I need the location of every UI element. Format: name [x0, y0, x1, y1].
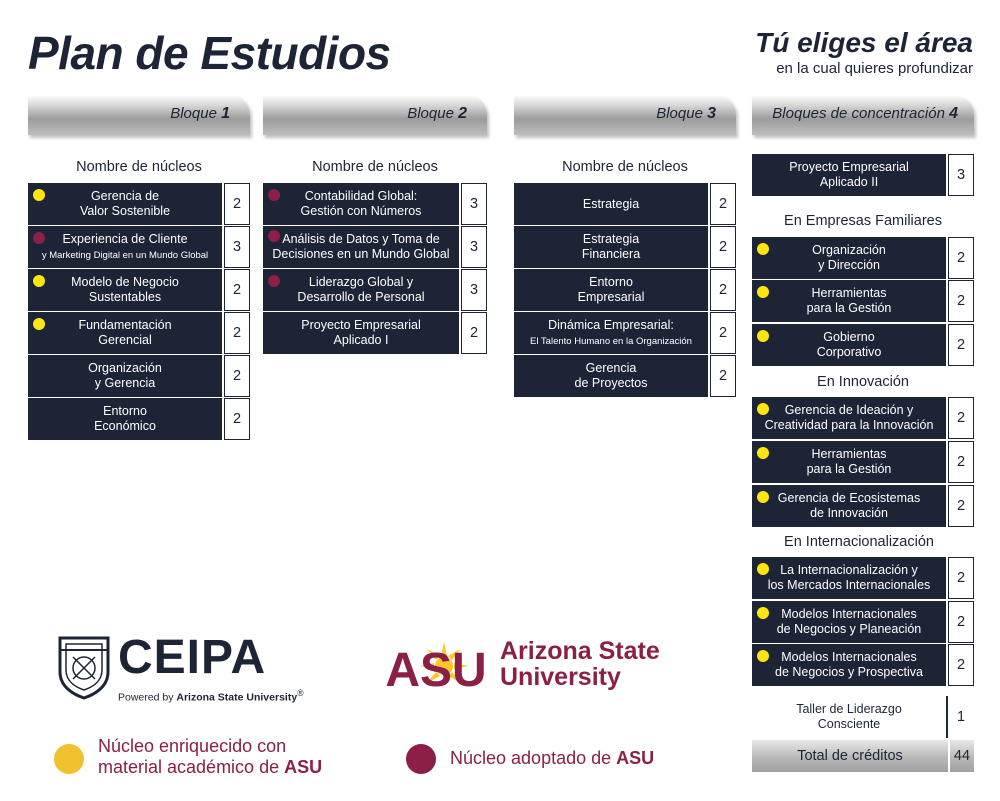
block-1-prefix: Bloque — [170, 105, 217, 122]
row-name-line2: Financiera — [581, 247, 641, 261]
table-row — [28, 398, 250, 440]
row-credits: 3 — [948, 154, 974, 196]
row-credits: 2 — [224, 398, 250, 440]
workshop-name-line2: Consciente — [817, 717, 881, 731]
total-credits-row — [752, 740, 974, 772]
row-credits: 2 — [224, 183, 250, 225]
table-row — [28, 355, 250, 397]
row-credits: 2 — [710, 226, 736, 268]
legend-enriched-asu: ASU — [284, 757, 323, 777]
enriched-marker-icon — [33, 275, 45, 287]
row-name-line2: los Mercados Internacionales — [767, 578, 931, 592]
row-name: Liderazgo Global y — [308, 275, 414, 289]
row-name-line2: y Marketing Digital en un Mundo Global — [41, 249, 209, 261]
ceipa-powered-prefix: Powered by — [118, 691, 174, 704]
asu-mark-text: ASU — [385, 644, 487, 692]
row-name: Gerencia de — [90, 189, 160, 203]
enriched-marker-icon — [757, 243, 769, 255]
row-name-line2: Desarrollo de Personal — [297, 290, 425, 304]
row-credits: 2 — [710, 269, 736, 311]
enriched-marker-icon — [757, 403, 769, 415]
row-name: Entorno — [103, 404, 147, 418]
row-name-line2: Empresarial — [577, 290, 645, 304]
row-name-line2: de Negocios y Planeación — [776, 622, 922, 636]
group-title-internacionalizacion: En Internacionalización — [784, 534, 934, 550]
row-credits: 2 — [224, 355, 250, 397]
table-row — [263, 312, 487, 354]
legend-adopted-text — [450, 748, 654, 769]
row-name-line2: para la Gestión — [806, 462, 892, 476]
block-3-number: 3 — [707, 105, 716, 122]
row-credits: 2 — [948, 601, 974, 643]
row-credits: 2 — [948, 237, 974, 279]
row-credits: 3 — [461, 269, 487, 311]
row-credits: 2 — [948, 397, 974, 439]
table-row — [514, 312, 736, 354]
tagline — [755, 26, 973, 78]
row-name-line2: de Proyectos — [574, 376, 648, 390]
block-4-prefix: Bloques de concentración — [772, 105, 945, 122]
block-4-number: 4 — [949, 105, 958, 122]
row-name-line2: Corporativo — [816, 345, 882, 359]
row-name: Proyecto Empresarial — [789, 160, 909, 174]
row-credits: 2 — [948, 485, 974, 527]
enriched-marker-icon — [757, 650, 769, 662]
row-credits: 2 — [948, 441, 974, 483]
row-credits: 2 — [948, 557, 974, 599]
row-name: Experiencia de Cliente — [62, 231, 188, 246]
table-row — [28, 269, 250, 311]
table-row — [514, 269, 736, 311]
table-row — [28, 312, 250, 354]
row-name-line2: de Innovación — [810, 506, 888, 520]
row-name-line2: Sustentables — [88, 290, 162, 304]
legend-enriched-line2: material académico de — [98, 757, 280, 777]
row-name: Herramientas — [811, 447, 887, 461]
table-row — [752, 485, 974, 527]
block-2-column-title: Nombre de núcleos — [312, 159, 438, 175]
group-title-innovacion: En Innovación — [817, 374, 909, 390]
block-2-prefix: Bloque — [407, 105, 454, 122]
block-1-number: 1 — [221, 105, 230, 122]
table-row — [752, 644, 974, 686]
table-row — [263, 226, 487, 268]
ceipa-powered-mark: ® — [297, 688, 304, 698]
block-3-prefix: Bloque — [656, 105, 703, 122]
legend-enriched-line1: Núcleo enriquecido con — [98, 736, 287, 756]
table-row — [752, 280, 974, 322]
row-name-line2: y Gerencia — [94, 376, 156, 390]
row-credits: 2 — [710, 183, 736, 225]
table-row — [514, 226, 736, 268]
row-name-line2: Decisiones en un Mundo Global — [272, 247, 450, 261]
group-title-familiares: En Empresas Familiares — [784, 213, 942, 229]
row-credits: 2 — [224, 312, 250, 354]
row-name-line2: Creatividad para la Innovación — [764, 418, 934, 432]
asu-logo — [380, 636, 680, 696]
adopted-marker-icon — [268, 275, 280, 287]
row-name: La Internacionalización y — [780, 563, 918, 577]
row-credits: 2 — [461, 312, 487, 354]
row-name-line2: Valor Sostenible — [79, 204, 171, 218]
table-row — [752, 601, 974, 643]
table-row — [752, 324, 974, 366]
table-row — [752, 441, 974, 483]
row-name: Entorno — [589, 275, 633, 289]
row-credits: 2 — [224, 269, 250, 311]
row-name: Gobierno — [823, 330, 875, 344]
row-name: Herramientas — [811, 286, 887, 300]
tagline-main: Tú eliges el área — [755, 27, 973, 58]
row-name-line2: El Talento Humano en la Organización — [530, 335, 692, 347]
row-name-line2: Gestión con Números — [300, 204, 422, 218]
workshop-credits: 1 — [956, 709, 966, 725]
asu-wordmark-line2: University — [500, 663, 621, 691]
row-name: Modelos Internacionales — [781, 650, 917, 664]
row-name-line2: para la Gestión — [806, 301, 892, 315]
table-row — [752, 557, 974, 599]
row-name: Modelos Internacionales — [781, 607, 917, 621]
legend-adopted-asu: ASU — [616, 748, 655, 768]
adopted-marker-icon — [33, 232, 45, 244]
total-credits-label: Total de créditos — [797, 748, 903, 764]
row-credits: 3 — [461, 183, 487, 225]
ceipa-powered-university: Arizona State University — [176, 691, 298, 704]
adopted-marker-icon — [268, 230, 280, 242]
block-4-header — [752, 95, 974, 135]
block-2-header — [263, 95, 487, 135]
table-row — [514, 183, 736, 225]
block-1-header — [28, 95, 250, 135]
enriched-marker-icon — [757, 447, 769, 459]
row-name: Análisis de Datos y Toma de — [282, 232, 440, 246]
enriched-marker-icon — [757, 286, 769, 298]
row-name-line2: y Dirección — [818, 258, 880, 272]
row-name-line2: Económico — [94, 419, 156, 433]
row-name-line2: Gerencial — [98, 333, 152, 347]
row-name: Estrategia — [582, 232, 640, 246]
table-row — [28, 226, 250, 268]
table-row — [752, 397, 974, 439]
page-title: Plan de Estudios — [28, 27, 391, 79]
block-2-number: 2 — [458, 105, 467, 122]
table-row — [514, 355, 736, 397]
ceipa-shield-icon — [56, 634, 112, 700]
tagline-sub: en la cual quieres profundizar — [776, 60, 973, 77]
table-row — [263, 269, 487, 311]
row-credits: 2 — [710, 312, 736, 354]
table-row — [752, 237, 974, 279]
legend-enriched-text — [98, 736, 322, 778]
row-credits: 2 — [948, 280, 974, 322]
legend-adopted-dot — [406, 744, 436, 774]
row-credits: 2 — [948, 644, 974, 686]
row-credits: 3 — [224, 226, 250, 268]
row-name: Fundamentación — [78, 318, 172, 332]
row-name: Gerencia de Ecosistemas — [777, 491, 921, 505]
legend-adopted-line1: Núcleo adoptado de — [450, 748, 612, 768]
asu-wordmark — [500, 638, 660, 690]
row-credits: 2 — [948, 324, 974, 366]
row-name: Contabilidad Global: — [304, 189, 418, 203]
enriched-marker-icon — [757, 491, 769, 503]
enriched-marker-icon — [33, 318, 45, 330]
row-credits: 2 — [710, 355, 736, 397]
enriched-marker-icon — [33, 189, 45, 201]
row-name: Gerencia — [585, 361, 637, 375]
ceipa-wordmark: CEIPA — [118, 631, 267, 684]
enriched-marker-icon — [757, 607, 769, 619]
table-row — [263, 183, 487, 225]
row-name: Gerencia de Ideación y — [784, 403, 914, 417]
row-name: Organización — [812, 243, 886, 257]
row-name: Proyecto Empresarial — [301, 318, 421, 332]
legend-enriched-dot — [54, 744, 84, 774]
table-row — [28, 183, 250, 225]
adopted-marker-icon — [268, 189, 280, 201]
block-3-header — [514, 95, 736, 135]
row-name: Estrategia — [582, 196, 640, 211]
enriched-marker-icon — [757, 563, 769, 575]
row-name-line2: Aplicado I — [333, 333, 389, 347]
workshop-row — [752, 696, 974, 738]
row-name-line2: de Negocios y Prospectiva — [775, 665, 923, 679]
row-name-line2: Aplicado II — [819, 175, 879, 189]
row-credits: 3 — [461, 226, 487, 268]
total-credits-value: 44 — [948, 740, 974, 772]
row-name: Organización — [88, 361, 162, 375]
ceipa-logo — [56, 632, 306, 707]
row-name: Dinámica Empresarial: — [548, 317, 674, 332]
ceipa-powered-by — [118, 688, 304, 704]
table-row — [752, 154, 974, 196]
asu-monogram-icon — [380, 636, 492, 692]
workshop-name: Taller de Liderazgo — [796, 702, 902, 716]
row-name: Modelo de Negocio — [71, 275, 179, 289]
block-3-column-title: Nombre de núcleos — [562, 159, 688, 175]
asu-wordmark-line1: Arizona State — [500, 637, 660, 665]
block-1-column-title: Nombre de núcleos — [76, 159, 202, 175]
enriched-marker-icon — [757, 330, 769, 342]
